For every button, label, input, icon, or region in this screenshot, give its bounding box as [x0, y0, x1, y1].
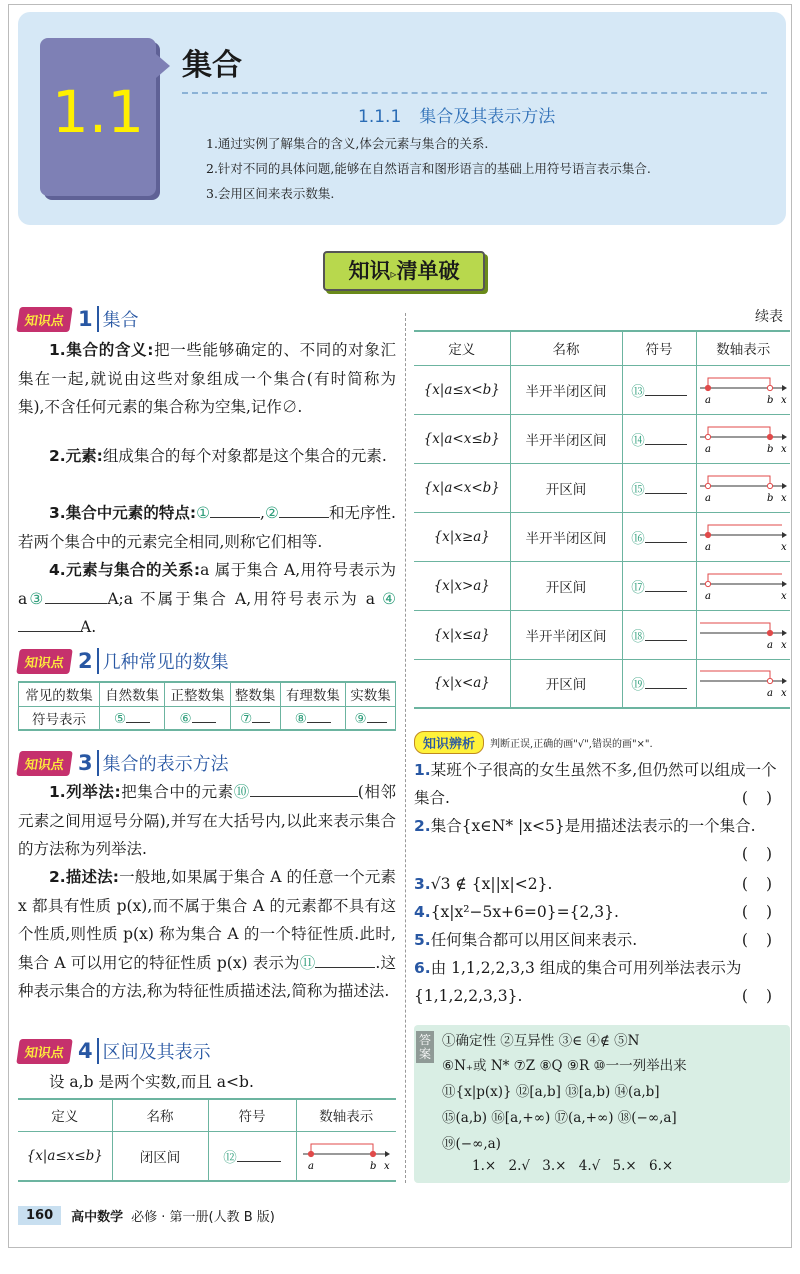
axis-label-a: a [705, 541, 712, 553]
interval-table: 定义 名称 符号 数轴表示 {x|a≤x≤b} 闭区间 ⑫ x a b [18, 1098, 396, 1182]
section-number: 1.1 [51, 78, 145, 146]
number-axis [698, 421, 788, 457]
endpoint-a [706, 532, 711, 537]
endpoint-b [768, 483, 773, 488]
axis-label-x: x [781, 492, 787, 504]
subsection-heading [358, 102, 555, 127]
axis-label-a: a [705, 443, 712, 455]
interval-bracket [708, 427, 770, 437]
continued-label: 续表 [755, 309, 783, 325]
interval-bracket [311, 1144, 373, 1154]
number-axis [698, 519, 788, 555]
axis-label-a: a [705, 394, 712, 406]
number-axis [301, 1138, 391, 1174]
judge-heading: 知识辨析 判断正误,正确的画"√",错误的画"×". [414, 731, 653, 754]
axis-label-b: b [767, 443, 774, 455]
endpoint-b [371, 1151, 376, 1156]
interval-bracket [708, 476, 770, 486]
divider [182, 92, 767, 94]
axis-arrow [782, 434, 787, 440]
subsection-number: 1.1.1 [358, 107, 402, 127]
axis-label-b: a [767, 688, 774, 700]
interval-bracket [700, 623, 770, 633]
kd2-heading: 知识点 2 几种常见的数集 [18, 648, 229, 674]
kd1-p4: 4.元素与集合的关系:a 属于集合 A,用符号表示为 a③ A;a 不属于集合 A,用符号表示为 a ④A. [18, 561, 397, 636]
interval-bracket [708, 378, 770, 388]
axis-label-b: b [767, 394, 774, 406]
page-number: 160 [18, 1206, 61, 1225]
kd3-p2: 2.描述法:一般地,如果属于集合 A 的任意一个元素 x 都具有性质 p(x),而不属于集合 A 的元素都不具有这个性质,则性质 p(x) 称为集合 A 的一个特征性质.此时,集合 A 可以用它的特征性质 p(x) 表示为⑪ .这种表示集合的方法,称为特征性质描述法,简称为描述法. [18, 868, 396, 1000]
endpoint-b [768, 630, 773, 635]
endpoint-a [706, 581, 711, 586]
interval-table-continued: 定义 名称 符号 数轴表示 {x|a≤x<b} 半开半闭区间 ⑬ x a b {x|a<x≤b} 半开半闭区间 ⑭ x a b {x|a<x<b} 开区间 ⑮ x a b {x|x≥a} 半开半闭区间 ⑯ x a {x|x>a} 开区间 ⑰ x a {x|x≤a} 半开半闭区间 ⑱ x a {x|x<a} 开区间 ⑲ x a [414, 330, 790, 709]
axis-cell [296, 1131, 396, 1181]
axis-label-x: x [781, 394, 787, 406]
endpoint-a [706, 385, 711, 390]
goal-3: 3.会用区间来表示数集. [206, 186, 335, 201]
axis-label-a: a [705, 590, 712, 602]
axis-label-a: a [705, 492, 712, 504]
section-number-box [40, 38, 156, 196]
kd1-p2: 2.元素:组成集合的每个对象都是这个集合的元素. [49, 447, 387, 465]
number-axis [698, 665, 788, 701]
axis-label-b: b [767, 492, 774, 504]
axis-label-x: x [781, 639, 787, 651]
axis-label-x: x [781, 688, 787, 700]
judge-item-4: 4.{x|x²−5x+6=0}={2,3}. () [414, 903, 790, 921]
axis-label-x: x [781, 541, 787, 553]
axis-label-a: a [308, 1160, 315, 1172]
goal-1: 1.通过实例了解集合的含义,体会元素与集合的关系. [206, 136, 489, 151]
kd3-heading: 知识点 3 集合的表示方法 [18, 750, 229, 776]
number-axis [698, 470, 788, 506]
section-title: 集合 [182, 48, 242, 83]
endpoint-b [768, 434, 773, 439]
axis-label-b: a [767, 639, 774, 651]
judge-item-6: 6.由 1,1,2,2,3,3 组成的集合可用列举法表示为{1,1,2,2,3,3}. () [414, 959, 790, 1005]
endpoint-a [706, 483, 711, 488]
axis-arrow [782, 483, 787, 489]
number-sets-table: 常见的数集 自然数集 正整数集 整数集 有理数集 实数集 符号表示 ⑤ ⑥ ⑦ ⑧ ⑨ [18, 681, 396, 731]
kd4-heading: 知识点 4 区间及其表示 [18, 1038, 211, 1064]
book-title: 高中数学 [71, 1210, 124, 1225]
answer-tag: 答案 [416, 1031, 434, 1063]
interval-bracket [708, 574, 782, 584]
interval-bracket [700, 671, 770, 681]
subsection-title: 集合及其表示方法 [419, 107, 556, 127]
answer-box: 答案 ①确定性 ②互异性 ③∈ ④∉ ⑤N ⑥N₊或 N* ⑦Z ⑧Q ⑨R ⑩一一列举出来 ⑪{x|p(x)} ⑫[a,b] ⑬[a,b) ⑭(a,b] ⑮(a,b) ⑯[a,+∞) ⑰(a,+∞) ⑱(−∞,a] ⑲(−∞,a) 1.× 2.√ 3.× 4.√ 5.× 6.× [414, 1025, 790, 1183]
column-divider [405, 313, 406, 1183]
judge-item-2: 2.集合{x∈N* |x<5}是用描述法表示的一个集合. () [414, 817, 790, 863]
endpoint-a [309, 1151, 314, 1156]
number-axis [698, 568, 788, 604]
number-axis [698, 617, 788, 653]
judge-item-1: 1.某班个子很高的女生虽然不多,但仍然可以组成一个集合. () [414, 761, 790, 807]
kd1-heading: 知识点 1 集合 [18, 306, 139, 332]
axis-label-x: x [781, 590, 787, 602]
kd1-p1: 1.集合的含义:把一些能够确定的、不同的对象汇集在一起,就说由这些对象组成一个集合(有时简称为集),不含任何元素的集合称为空集,记作∅. [18, 341, 396, 416]
axis-label-x: x [384, 1160, 390, 1172]
kd3-p1: 1.列举法:把集合中的元素⑩ (相邻元素之间用逗号分隔),并写在大括号内,以此来表示集合的方法称为列举法. [18, 778, 396, 864]
axis-arrow [385, 1151, 390, 1157]
endpoint-a [706, 434, 711, 439]
endpoint-b [768, 385, 773, 390]
kd1-p3: 3.集合中元素的特点:① ,② 和无序性.若两个集合中的元素完全相同,则称它们相等. [18, 499, 396, 556]
axis-arrow [782, 581, 787, 587]
goal-2: 2.针对不同的具体问题,能够在自然语言和图形语言的基础上用符号语言表示集合. [206, 161, 651, 176]
endpoint-b [768, 679, 773, 684]
interval-bracket [708, 525, 782, 535]
axis-arrow [782, 630, 787, 636]
book-volume: 必修 · 第一册(人教 B 版) [131, 1210, 275, 1225]
page-footer [18, 1206, 275, 1225]
number-axis [698, 372, 788, 408]
axis-label-x: x [781, 443, 787, 455]
axis-arrow [782, 678, 787, 684]
section-banner: 知识▹清单破 [323, 251, 485, 291]
axis-arrow [782, 532, 787, 538]
kd4-intro: 设 a,b 是两个实数,而且 a<b. [49, 1073, 254, 1091]
judge-item-5: 5.任何集合都可以用区间来表示. () [414, 931, 790, 949]
axis-arrow [782, 385, 787, 391]
judge-item-3: 3.√3 ∉ {x||x|<2}. () [414, 875, 790, 893]
axis-label-b: b [370, 1160, 377, 1172]
